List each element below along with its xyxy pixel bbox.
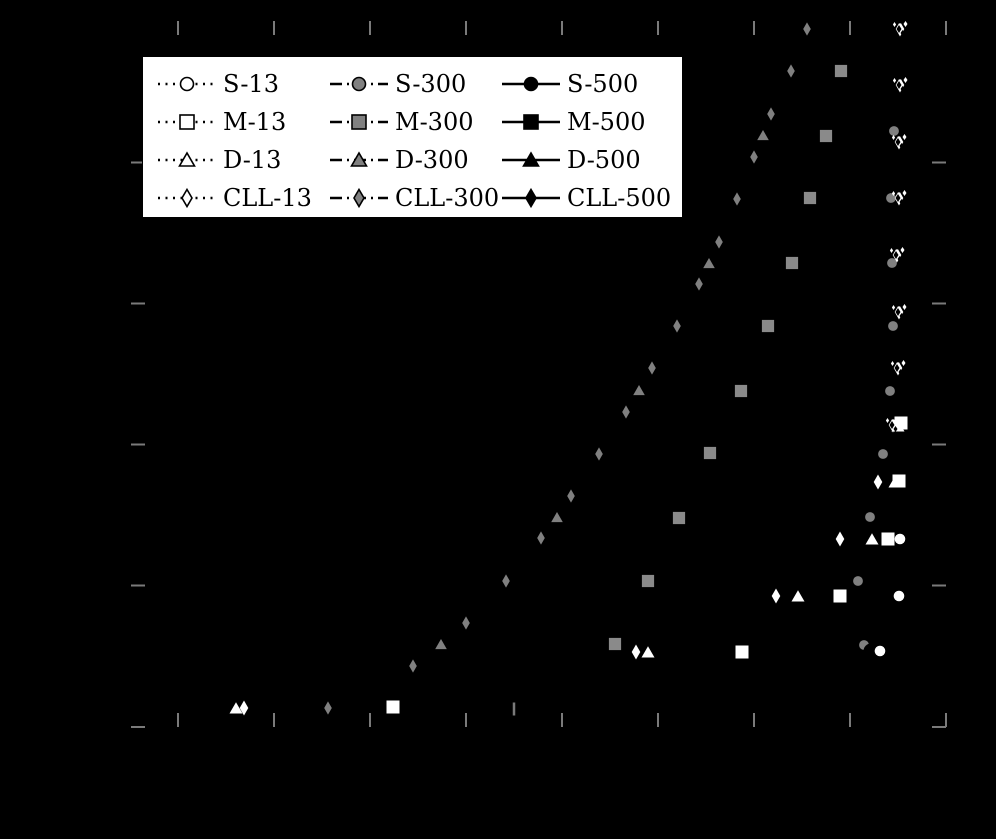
legend-label: M-300 [395, 108, 474, 136]
data-point-marker [673, 319, 682, 334]
circle-legend-marker-icon [329, 70, 389, 98]
data-point-marker [435, 638, 448, 649]
data-point-marker [834, 590, 847, 603]
white-fragment [904, 21, 908, 27]
data-point-marker [866, 533, 879, 544]
white-fragment [901, 247, 905, 253]
data-point-marker [673, 512, 686, 525]
data-point-marker [642, 646, 655, 657]
legend-item-CLL-500 [501, 179, 682, 217]
legend-item-M-500 [501, 103, 682, 141]
legend-label: M-13 [223, 108, 287, 136]
legend-marker [182, 190, 192, 207]
legend-marker [526, 190, 536, 207]
data-point-marker [502, 574, 511, 589]
black-bite [898, 134, 900, 137]
diamond-legend-marker-icon [329, 184, 389, 212]
marker-overlap-bites [886, 21, 908, 432]
data-point-marker [882, 533, 895, 546]
legend-item-D-13 [157, 141, 329, 179]
data-point-marker [409, 659, 418, 674]
legend-marker [352, 115, 366, 129]
data-point-marker [804, 192, 817, 205]
black-bite [899, 21, 901, 24]
data-point-marker [750, 150, 759, 165]
legend [142, 56, 683, 218]
white-fragment [902, 360, 906, 366]
legend-label: M-500 [567, 108, 646, 136]
legend-item-S-300 [329, 65, 501, 103]
data-point-marker [642, 575, 655, 588]
data-point-marker [633, 384, 646, 395]
triangle-legend-marker-icon [329, 146, 389, 174]
legend-item-CLL-13 [157, 179, 329, 217]
data-point-marker [792, 590, 805, 601]
black-bite [892, 417, 894, 420]
data-point-marker [695, 277, 704, 292]
triangle-legend-marker-icon [501, 146, 561, 174]
data-point-marker [787, 64, 796, 79]
data-point-marker [772, 589, 781, 604]
series-S-300 [853, 126, 900, 651]
triangle-legend-marker-icon [157, 146, 217, 174]
data-point-marker [733, 192, 742, 207]
legend-item-CLL-300 [329, 179, 501, 217]
legend-item-M-300 [329, 103, 501, 141]
circle-legend-marker-icon [157, 70, 217, 98]
legend-label: CLL-13 [223, 184, 312, 212]
data-point-marker [387, 701, 400, 714]
black-bite [896, 247, 898, 250]
data-point-marker [885, 386, 896, 397]
data-point-marker [595, 447, 604, 462]
diamond-legend-marker-icon [157, 184, 217, 212]
data-point-marker [513, 703, 516, 716]
legend-label: D-13 [223, 146, 282, 174]
data-point-marker [895, 534, 906, 545]
diamond-legend-marker-icon [501, 184, 561, 212]
data-point-marker [820, 130, 833, 143]
data-point-marker [853, 576, 864, 587]
legend-marker [181, 78, 194, 91]
white-fragment [903, 134, 907, 140]
data-point-marker [836, 532, 845, 547]
legend-label: D-300 [395, 146, 469, 174]
white-fragment [904, 77, 908, 83]
black-bite [898, 304, 900, 307]
data-point-marker [537, 531, 546, 546]
data-point-marker [735, 385, 748, 398]
data-point-marker [703, 257, 716, 268]
data-point-marker [762, 320, 775, 333]
data-point-marker [567, 489, 576, 504]
black-bite [897, 360, 899, 363]
series-D-13 [230, 420, 905, 713]
legend-item-D-300 [329, 141, 501, 179]
data-point-marker [736, 646, 749, 659]
data-point-marker [875, 646, 886, 657]
data-point-marker [894, 591, 905, 602]
data-point-marker [878, 449, 889, 460]
white-fragment [891, 361, 894, 366]
legend-label: S-13 [223, 70, 279, 98]
data-point-marker [324, 701, 333, 716]
white-fragment [903, 304, 907, 310]
legend-marker [180, 115, 194, 129]
square-legend-marker-icon [157, 108, 217, 136]
white-fragment [903, 190, 907, 196]
white-fragment [893, 22, 896, 27]
series-unknown-thin-marker [513, 703, 516, 716]
data-point-marker [888, 321, 899, 332]
data-point-marker [715, 235, 724, 250]
data-point-marker [874, 475, 883, 490]
square-legend-marker-icon [501, 108, 561, 136]
black-bite [898, 190, 900, 193]
legend-marker [524, 115, 538, 129]
legend-label: S-500 [567, 70, 639, 98]
white-fragment [893, 78, 896, 83]
white-fragment [890, 248, 893, 253]
series-M-13 [387, 417, 908, 714]
series-S-13 [875, 534, 906, 657]
data-point-marker [648, 361, 657, 376]
legend-item-S-500 [501, 65, 682, 103]
legend-item-M-13 [157, 103, 329, 141]
legend-label: CLL-300 [395, 184, 500, 212]
black-bite [899, 77, 901, 80]
white-fragment [886, 418, 889, 423]
data-point-marker [803, 22, 812, 37]
data-point-marker [786, 257, 799, 270]
data-point-marker [632, 645, 641, 660]
data-point-marker [767, 107, 776, 122]
data-point-marker [835, 65, 848, 78]
legend-marker [354, 190, 364, 207]
legend-item-D-500 [501, 141, 682, 179]
legend-item-S-13 [157, 65, 329, 103]
legend-label: D-500 [567, 146, 641, 174]
data-point-marker [609, 638, 622, 651]
white-fragment [892, 305, 895, 310]
legend-label: CLL-500 [567, 184, 672, 212]
square-legend-marker-icon [329, 108, 389, 136]
data-point-marker [757, 129, 770, 140]
legend-marker [525, 78, 538, 91]
circle-legend-marker-icon [501, 70, 561, 98]
data-point-marker [622, 405, 631, 420]
data-point-marker [865, 512, 876, 523]
legend-marker [353, 78, 366, 91]
data-point-marker [889, 126, 900, 137]
data-point-marker [462, 616, 471, 631]
data-point-marker [704, 447, 717, 460]
legend-label: S-300 [395, 70, 467, 98]
data-point-marker [551, 511, 564, 522]
